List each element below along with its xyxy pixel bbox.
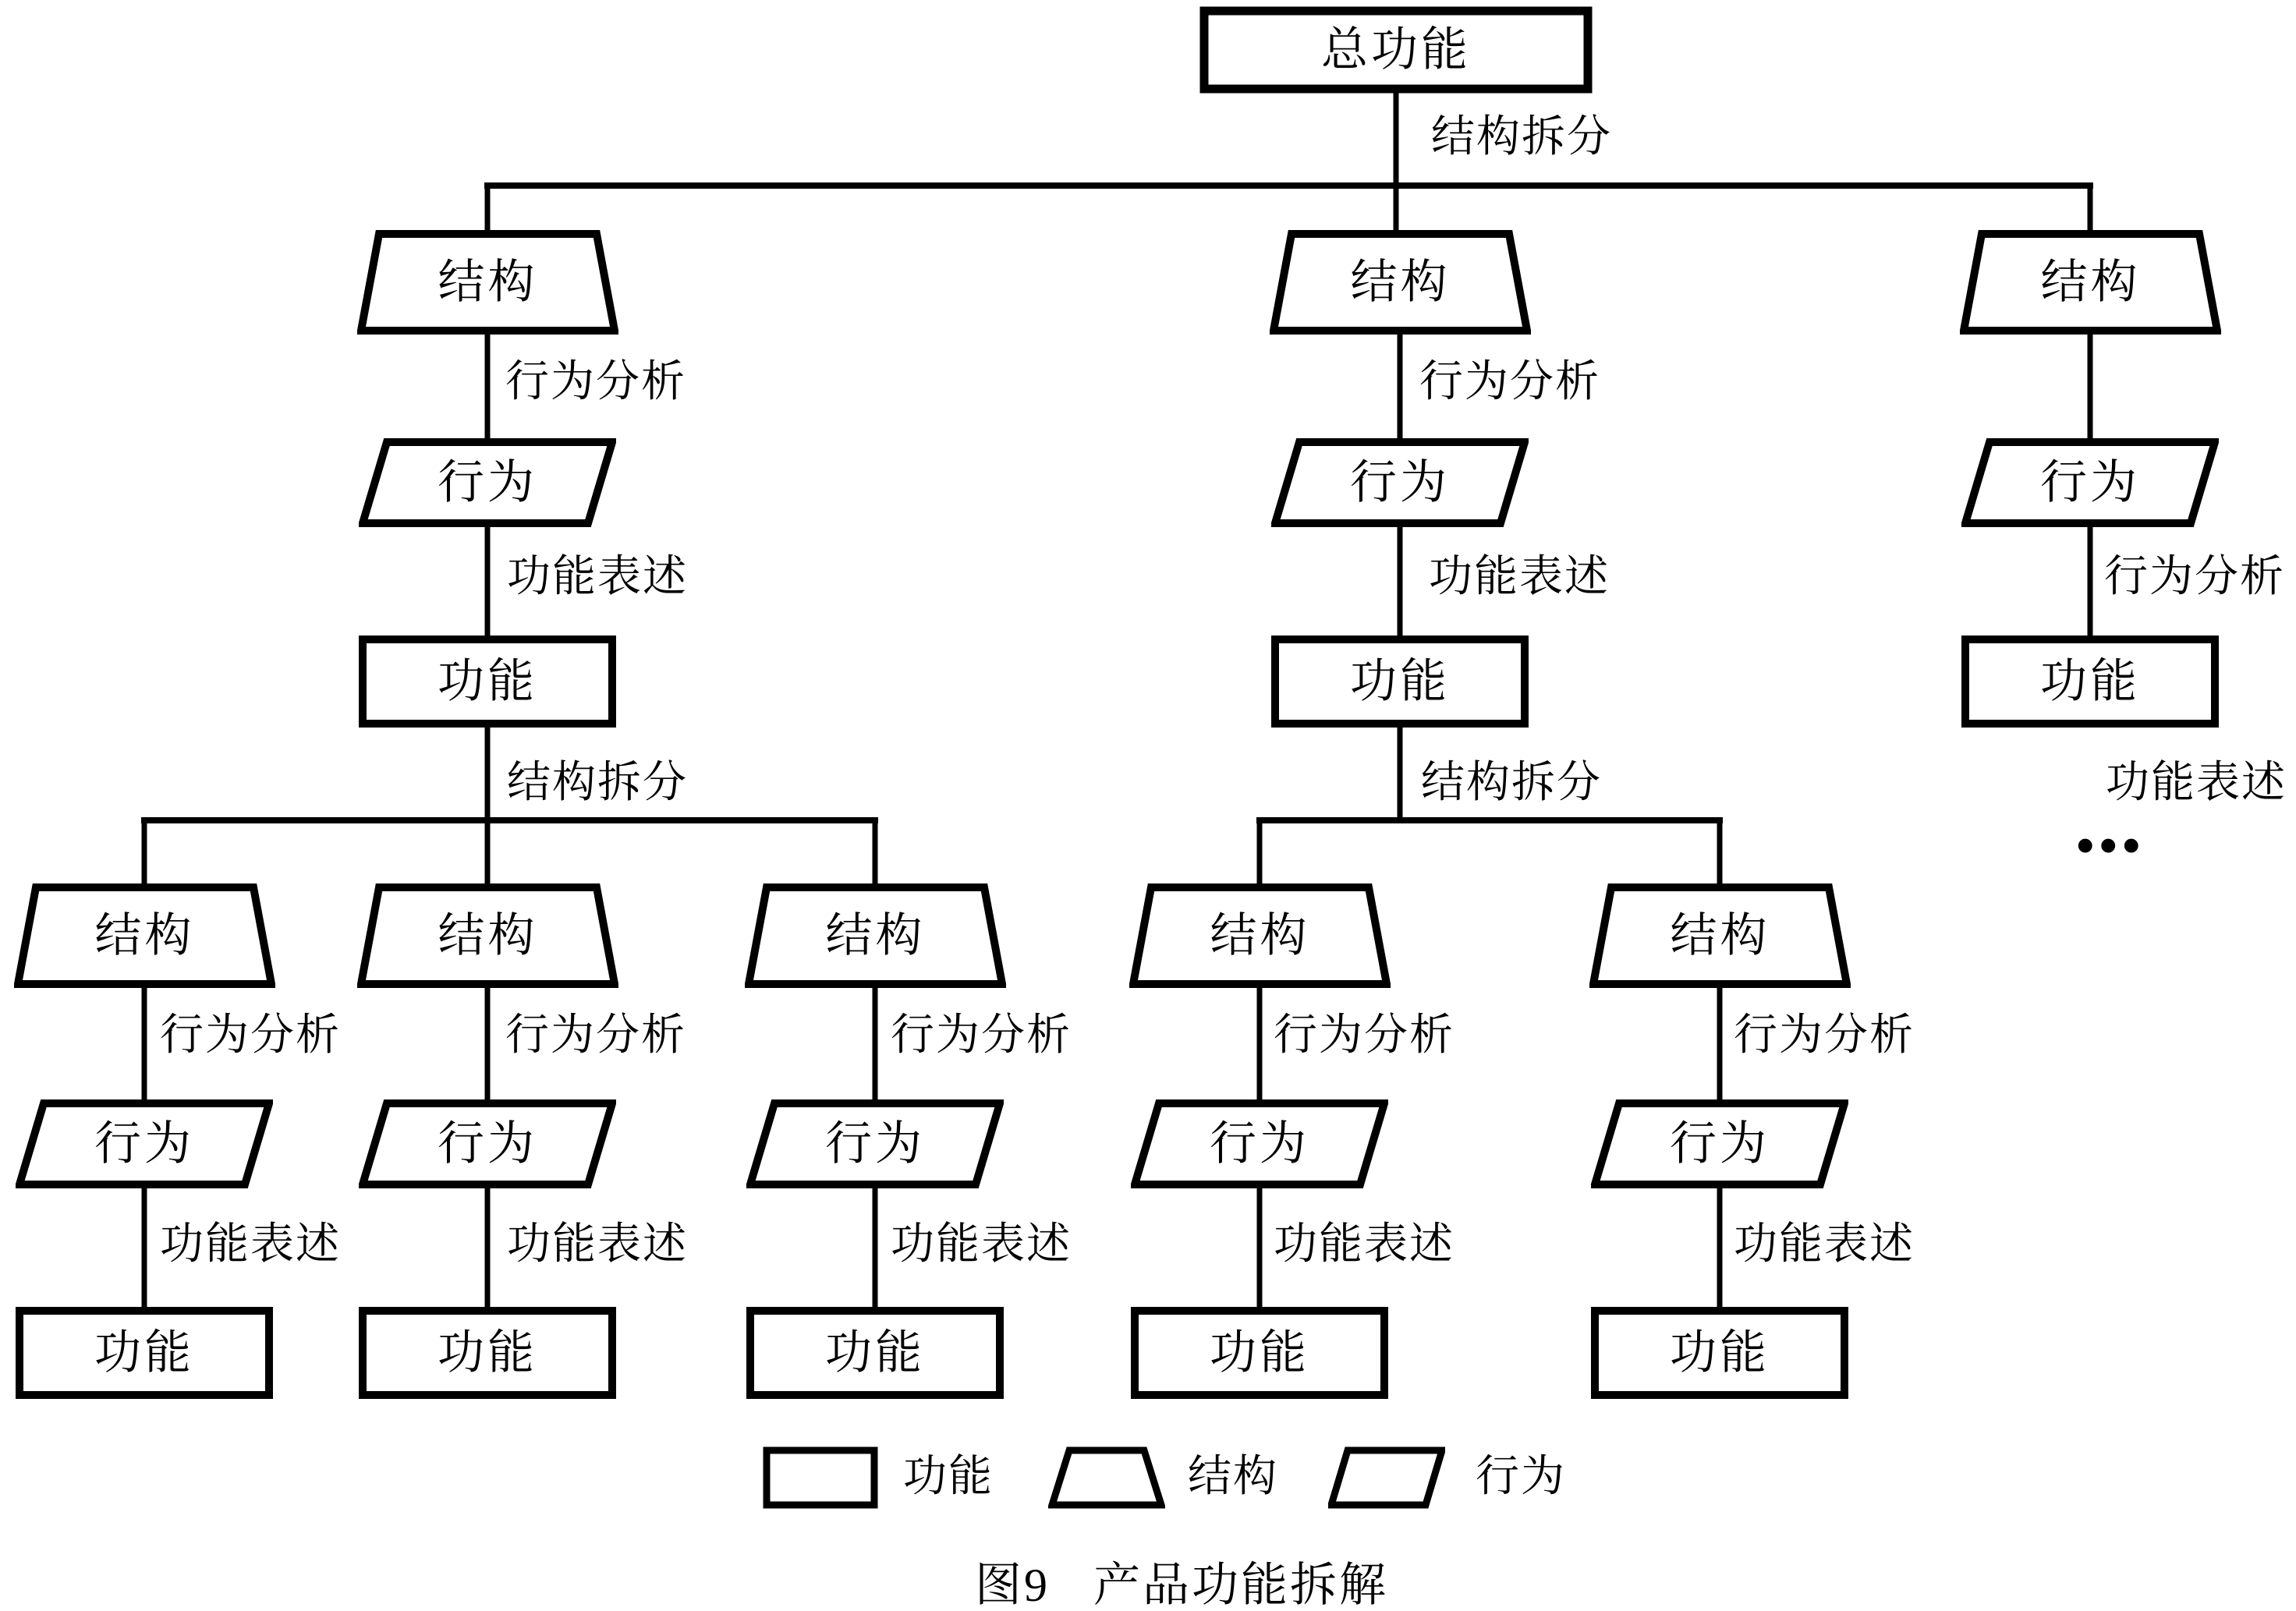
node-structure bbox=[1270, 230, 1531, 335]
node-label: 功能 bbox=[94, 1327, 194, 1379]
figure-caption bbox=[975, 1562, 1388, 1609]
node-function bbox=[1591, 1307, 1848, 1399]
edge-label-structure-split: 结构拆分 bbox=[1421, 759, 1602, 807]
caption-figure-number: 图9 bbox=[975, 1560, 1050, 1611]
edge-label-structure-split: 结构拆分 bbox=[507, 759, 688, 807]
node-label: 行为 bbox=[2040, 457, 2140, 508]
legend-rectangle-swatch bbox=[763, 1446, 880, 1509]
node-label: 结构 bbox=[2040, 257, 2141, 308]
edge-label-behavior-analysis: 行为分析 bbox=[1274, 1011, 1454, 1060]
edge-label-behavior-analysis: 行为分析 bbox=[160, 1011, 341, 1060]
node-label: 结构 bbox=[825, 910, 926, 961]
node-structure bbox=[357, 230, 618, 335]
node-function bbox=[746, 1307, 1004, 1399]
node-label: 行为 bbox=[825, 1118, 925, 1170]
edge-label-behavior-analysis: 行为分析 bbox=[891, 1011, 1072, 1060]
node-structure bbox=[1960, 230, 2221, 335]
edge-label-function-statement: 功能表述 bbox=[1429, 553, 1610, 601]
node-behavior bbox=[1131, 1099, 1388, 1188]
node-structure bbox=[1589, 883, 1851, 988]
node-behavior bbox=[1591, 1099, 1848, 1188]
legend-item-label: 结构 bbox=[1188, 1453, 1278, 1501]
edge-label-behavior-analysis: 行为分析 bbox=[505, 1011, 686, 1060]
edge-label-function-statement: 功能表述 bbox=[1274, 1220, 1454, 1269]
node-label: 功能 bbox=[2040, 656, 2140, 707]
edge-label-function-statement: 功能表述 bbox=[891, 1220, 1072, 1269]
node-label: 行为 bbox=[438, 1118, 537, 1170]
edge-label-structure-split: 结构拆分 bbox=[1431, 113, 1612, 161]
edge-label-behavior-analysis: 行为分析 bbox=[1734, 1011, 1915, 1060]
node-function bbox=[359, 636, 616, 728]
node-label: 结构 bbox=[1210, 910, 1310, 961]
node-structure bbox=[357, 883, 618, 988]
legend-item-label: 行为 bbox=[1476, 1453, 1566, 1501]
edge-label-behavior-analysis: 行为分析 bbox=[1419, 358, 1600, 406]
edge-label-function-statement: 功能表述 bbox=[1734, 1220, 1915, 1269]
legend-parallelogram-swatch bbox=[1328, 1446, 1445, 1509]
node-function bbox=[1131, 1307, 1388, 1399]
node-label: 行为 bbox=[438, 457, 537, 508]
node-label: 结构 bbox=[438, 910, 538, 961]
node-label: 功能 bbox=[1350, 656, 1450, 707]
node-function bbox=[1961, 636, 2219, 728]
edge-label-behavior-analysis: 行为分析 bbox=[2104, 553, 2285, 601]
node-label: 结构 bbox=[1670, 910, 1770, 961]
node-label: 行为 bbox=[1670, 1118, 1770, 1170]
node-function bbox=[359, 1307, 616, 1399]
node-label: 行为 bbox=[1350, 457, 1450, 508]
node-function bbox=[16, 1307, 273, 1399]
edge-label-function-statement: 功能表述 bbox=[507, 1220, 688, 1269]
node-structure bbox=[1129, 883, 1391, 988]
edge-label-function-statement: 功能表述 bbox=[2106, 759, 2287, 807]
node-behavior bbox=[746, 1099, 1004, 1188]
node-behavior bbox=[16, 1099, 273, 1188]
legend-trapezoid-swatch bbox=[1048, 1446, 1165, 1509]
node-behavior bbox=[359, 1099, 616, 1188]
node-label: 总功能 bbox=[1321, 24, 1471, 76]
node-behavior bbox=[1961, 438, 2219, 527]
legend-item-label: 功能 bbox=[903, 1453, 994, 1501]
node-structure bbox=[14, 883, 275, 988]
node-label: 行为 bbox=[94, 1118, 194, 1170]
node-label: 功能 bbox=[1210, 1327, 1309, 1379]
node-label: 结构 bbox=[438, 257, 538, 308]
node-total-function bbox=[1199, 6, 1593, 94]
node-behavior bbox=[359, 438, 616, 527]
node-label: 行为 bbox=[1210, 1118, 1309, 1170]
node-label: 结构 bbox=[1350, 257, 1451, 308]
node-function bbox=[1271, 636, 1529, 728]
edge-label-behavior-analysis: 行为分析 bbox=[505, 358, 686, 406]
node-label: 功能 bbox=[438, 1327, 537, 1379]
continuation-ellipsis: ... bbox=[2075, 775, 2144, 870]
node-label: 结构 bbox=[94, 910, 195, 961]
node-label: 功能 bbox=[825, 1327, 925, 1379]
node-behavior bbox=[1271, 438, 1529, 527]
node-label: 功能 bbox=[1670, 1327, 1770, 1379]
edge-label-function-statement: 功能表述 bbox=[160, 1220, 341, 1269]
caption-title: 产品功能拆解 bbox=[1093, 1560, 1388, 1611]
node-label: 功能 bbox=[438, 656, 537, 707]
edge-label-function-statement: 功能表述 bbox=[507, 553, 688, 601]
node-structure bbox=[745, 883, 1006, 988]
